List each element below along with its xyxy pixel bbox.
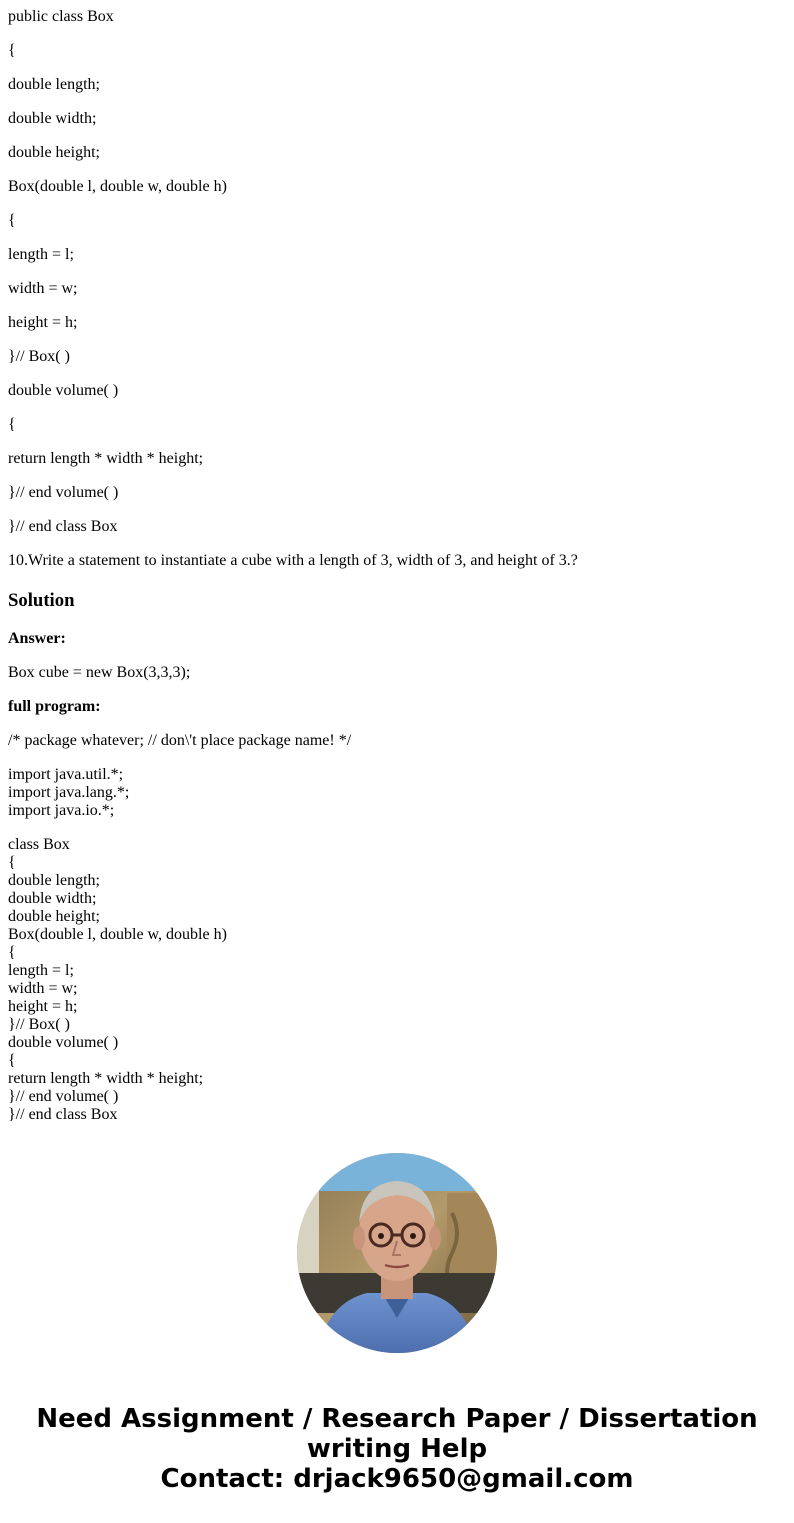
code-line: Box(double l, double w, double h) bbox=[8, 178, 227, 195]
code-line: return length * width * height; bbox=[8, 450, 204, 467]
import-line: import java.lang.*; bbox=[8, 784, 130, 801]
code-line: height = h; bbox=[8, 314, 78, 331]
program-line: { bbox=[8, 944, 16, 961]
program-line: double length; bbox=[8, 872, 100, 889]
code-line: double width; bbox=[8, 110, 97, 127]
program-line: double height; bbox=[8, 908, 100, 925]
footer-contact bbox=[0, 1404, 794, 1494]
code-line: public class Box bbox=[8, 8, 114, 25]
question-code bbox=[8, 0, 786, 570]
program-line: height = h; bbox=[8, 998, 78, 1015]
program-line: double volume( ) bbox=[8, 1034, 119, 1051]
portrait-illustration bbox=[297, 1153, 497, 1353]
program-line: { bbox=[8, 854, 16, 871]
import-line: import java.util.*; bbox=[8, 766, 124, 783]
program-line: width = w; bbox=[8, 980, 78, 997]
code-line: { bbox=[8, 212, 16, 229]
program-line: Box(double l, double w, double h) bbox=[8, 926, 227, 943]
program-line: }// end class Box bbox=[8, 1106, 118, 1123]
question-prompt: 10.Write a statement to instantiate a cube with a length of 3, width of 3, and height of 3.? bbox=[8, 552, 578, 569]
document-body bbox=[8, 0, 786, 1124]
footer-line-2: writing Help bbox=[306, 1434, 488, 1464]
answer-label: Answer: bbox=[8, 630, 66, 647]
code-line: }// end volume( ) bbox=[8, 484, 119, 501]
code-line: { bbox=[8, 416, 16, 433]
code-line: double height; bbox=[8, 144, 100, 161]
code-line: length = l; bbox=[8, 246, 74, 263]
program-line: }// Box( ) bbox=[8, 1016, 70, 1033]
answer-code: Box cube = new Box(3,3,3); bbox=[8, 664, 191, 681]
program-line: }// end volume( ) bbox=[8, 1088, 119, 1105]
full-program-label: full program: bbox=[8, 698, 101, 715]
program-line: { bbox=[8, 1052, 16, 1069]
footer-line-1: Need Assignment / Research Paper / Dissertation bbox=[36, 1404, 758, 1434]
code-line: width = w; bbox=[8, 280, 78, 297]
import-line: import java.io.*; bbox=[8, 802, 115, 819]
author-photo bbox=[297, 1153, 497, 1353]
program-line: length = l; bbox=[8, 962, 74, 979]
footer-line-3: Contact: drjack9650@gmail.com bbox=[160, 1464, 634, 1494]
program-line: class Box bbox=[8, 836, 70, 853]
package-comment: /* package whatever; // don\'t place package name! */ bbox=[8, 732, 352, 749]
code-line: double length; bbox=[8, 76, 100, 93]
imports-block bbox=[8, 766, 786, 820]
program-block bbox=[8, 836, 786, 1124]
solution-heading: Solution bbox=[8, 590, 75, 611]
code-line: { bbox=[8, 42, 16, 59]
program-line: return length * width * height; bbox=[8, 1070, 204, 1087]
program-line: double width; bbox=[8, 890, 97, 907]
code-line: }// end class Box bbox=[8, 518, 118, 535]
code-line: double volume( ) bbox=[8, 382, 119, 399]
code-line: }// Box( ) bbox=[8, 348, 70, 365]
